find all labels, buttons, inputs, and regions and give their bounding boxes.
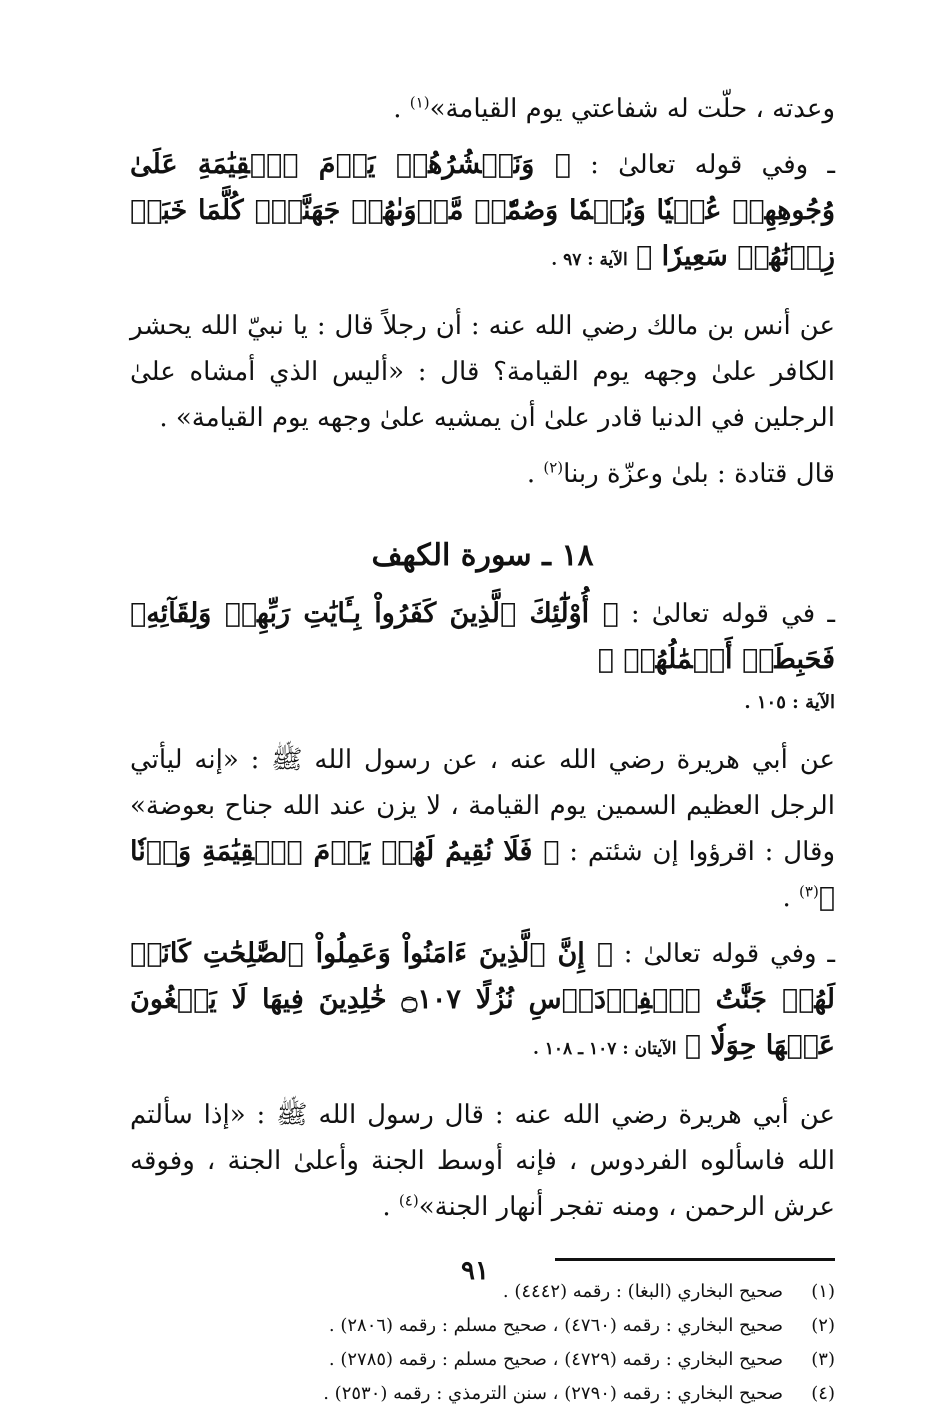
footnote-item [130,1377,835,1411]
footnote-ref-4[interactable]: (٤) [398,1191,419,1210]
ayah-reference: الآية : ١٠٥ . [744,692,835,713]
quran-verse: ﴿ وَنَحۡشُرُهُمۡ يَوۡمَ ٱلۡقِيَٰمَةِ عَلَىٰ وُجُوهِهِمۡ عُمۡيٗا وَبُكۡمٗا وَصُمّٗاۖ مَّأۡوَىٰهُمۡ جَهَنَّمُۖ كُلَّمَا خَبَتۡ زِدۡنَٰهُمۡ سَعِيرٗا ﴾ [130,149,835,272]
surah-heading: ١٨ ـ سورة الكهف [371,538,594,573]
ayah-reference: الآية : ٩٧ . [551,250,628,270]
footnote-text: صحيح البخاري : رقمه (٤٧٢٩) ، صحيح مسلم : رقمه (٢٧٨٥) . [328,1349,783,1370]
paragraph-text: قال قتادة : بلىٰ وعزّة ربنا [563,459,835,489]
footnote-number: (٤) [811,1383,835,1404]
footnote-number: (٣) [811,1349,835,1370]
footnote-ref-3[interactable]: (٣) [799,882,819,901]
footnote-ref-1[interactable]: (١) [409,93,430,112]
footnote-text: صحيح البخاري : رقمه (٤٧٦٠) ، صحيح مسلم : رقمه (٢٨٠٦) . [328,1315,783,1336]
paragraph-abu-huraira-2 [130,1092,835,1230]
page-body [130,86,835,1411]
paragraph-quran-isra [130,142,835,283]
quran-intro: ـ وفي قوله تعالىٰ : [623,939,836,969]
paragraph-text: وعدته ، حلّت له شفاعتي يوم القيامة» [429,94,835,124]
footnote-text: صحيح البخاري (البغا) : رقمه (٤٤٤٢) . [502,1281,783,1302]
ayah-reference: الآيتان : ١٠٧ ـ ١٠٨ . [532,1039,677,1059]
quran-verse: ﴿ فَلَا نُقِيمُ لَهُمۡ يَوۡمَ ٱلۡقِيَٰمَةِ وَزۡنٗا ﴾ [130,836,835,913]
paragraph-text: عن أبي هريرة رضي الله عنه : قال رسول الله ﷺ : «إذا سألتم الله فاسألوه الفردوس ، فإنه أوسط الجنة وأعلىٰ الجنة ، وفوقه عرش الرحمن ، ومنه تفجر أنهار الجنة» [130,1100,835,1222]
quran-intro: ـ وفي قوله تعالىٰ : [590,150,836,180]
period: . [526,459,536,489]
footnote-number: (٢) [811,1315,835,1336]
paragraph-quran-kahf-105 [130,591,835,683]
footnote-text: صحيح البخاري : رقمه (٢٧٩٠) ، سنن الترمذي : رقمه (٢٥٣٠) . [323,1383,783,1404]
footnotes-list [130,1275,835,1411]
page-number: ٩١ [461,1256,489,1286]
paragraph-qatada [130,451,835,497]
quran-verse: ﴿ إِنَّ ٱلَّذِينَ ءَامَنُواْ وَعَمِلُواْ ٱلصَّٰلِحَٰتِ كَانَتۡ لَهُمۡ جَنَّٰتُ ٱلۡفِرۡدَوۡسِ نُزُلًا ۝١٠٧ خَٰلِدِينَ فِيهَا لَا يَبۡغُونَ عَنۡهَا حِوَلٗا ﴾ [130,938,835,1061]
footnote-number: (١) [811,1281,835,1302]
paragraph-hadith-end [130,86,835,132]
footnote-ref-2[interactable]: (٢) [543,458,564,477]
paragraph-text: عن أبي هريرة رضي الله عنه ، عن رسول الله ﷺ : «إنه ليأتي الرجل العظيم السمين يوم القيامة ، لا يزن عند الله جناح بعوضة» وقال : اقرؤوا إن شئتم : [130,745,835,867]
paragraph-abu-huraira-1 [130,737,835,921]
quran-verse: ﴿ أُوْلَٰٓئِكَ ٱلَّذِينَ كَفَرُواْ بِـَٔايَٰتِ رَبِّهِمۡ وَلِقَآئِهِۦ فَحَبِطَتۡ أَعۡمَٰلُهُمۡ ﴾ [130,598,835,675]
paragraph-anas-hadith: عن أنس بن مالك رضي الله عنه : أن رجلاً قال : يا نبيّ الله يحشر الكافر علىٰ وجهه يوم القيامة؟ قال : «أليس الذي أمشاه علىٰ الرجلين في الدنيا قادر علىٰ أن يمشيه علىٰ وجهه يوم القيامة» . [130,311,835,433]
quran-intro: ـ في قوله تعالىٰ : [630,599,835,629]
period: . [382,1192,391,1222]
period: . [782,883,791,913]
paragraph-quran-kahf-107 [130,931,835,1072]
footnote-item [130,1309,835,1343]
period: . [393,94,402,124]
